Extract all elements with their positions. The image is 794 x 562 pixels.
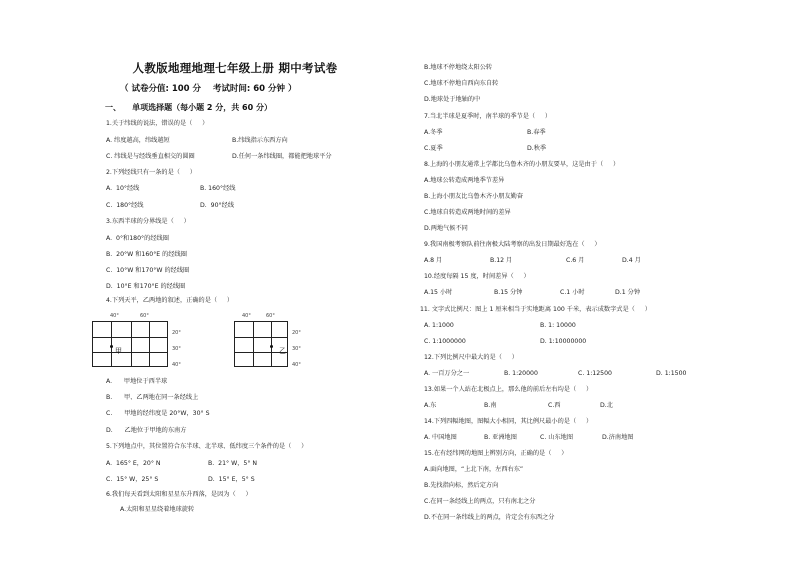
q15-option-d: D.不在同一条纬线上的两点，肯定会有东西之分 — [424, 514, 555, 521]
q6-option-a: A.太阳和星星绕着地球旋转 — [120, 506, 195, 513]
q15-option-c: C.在同一条经线上的两点，只有南北之分 — [424, 498, 536, 505]
question-6: 6.我们每天看到太阳和星星东升西落，是因为（ ） — [106, 491, 252, 498]
q6-option-d: D.地球处于地轴的中 — [424, 96, 481, 103]
q6-option-c: C.地球不停地自西向东自转 — [424, 80, 499, 87]
q1-option-b: B.纬线指示东西方向 — [232, 137, 288, 144]
question-4: 4.下列天平，乙两地的叙述，正确的是（ ） — [106, 297, 234, 304]
q8-option-c: C.地球自转造成两地时间的差异 — [424, 209, 511, 216]
q10-option-b: B.15 分钟 — [494, 289, 523, 296]
question-1: 1.关于纬线的说法，错误的是（ ） — [106, 120, 209, 127]
map-grid-right — [234, 321, 288, 367]
q9-option-d: D.4 月 — [622, 257, 641, 264]
q9-option-b: B.12 月 — [490, 257, 513, 264]
q13-option-a: A.东 — [424, 402, 437, 409]
map-right-lat-label-3: 40° — [292, 362, 301, 368]
map-left-lat-label-3: 40° — [172, 362, 181, 368]
point-yi-label: 乙 — [279, 347, 286, 355]
q1-option-d: D.任何一条纬线圈，都能把地球平分 — [232, 153, 332, 160]
q14-option-a: A. 中国地图 — [424, 434, 457, 441]
q2-option-c: C. 180°经线 — [106, 202, 144, 209]
q1-option-c: C. 纬线是与经线垂直相交的圆圈 — [106, 153, 195, 160]
q12-option-c: C. 1:12500 — [578, 370, 612, 377]
point-yi-dot — [270, 345, 273, 348]
q2-option-d: D. 90°经线 — [200, 202, 235, 209]
q5-option-b: B. 21° W，5° N — [208, 460, 258, 467]
question-10: 10.经度每隔 15 度，时间差异（ ） — [424, 273, 530, 280]
q7-option-a: A.冬季 — [424, 129, 443, 136]
question-9: 9.我国南极考察队前往南极大陆考察的出发日期最好选在（ ） — [424, 241, 601, 248]
q4-option-d: D. 乙地位于甲地的东南方 — [106, 427, 187, 434]
q4-option-c: C. 甲地的经纬度是 20°W，30° S — [106, 410, 210, 417]
q2-option-a: A. 10°经线 — [106, 185, 140, 192]
q15-option-b: B.先找指向标，然后定方向 — [424, 482, 499, 489]
q10-option-c: C.1 小时 — [560, 289, 585, 296]
q11-option-d: D. 1:10000000 — [540, 338, 587, 345]
q12-option-b: B. 1:20000 — [504, 370, 538, 377]
question-13: 13.如果一个人站在北极点上，那么他的前后左右均是（ ） — [424, 386, 593, 393]
q13-option-b: B.南 — [484, 402, 497, 409]
q14-option-b: B. 亚洲地图 — [484, 434, 517, 441]
q7-option-b: B.春季 — [527, 129, 546, 136]
q5-option-d: D. 15° E，5° S — [208, 476, 255, 483]
q10-option-d: D.1 分钟 — [615, 289, 641, 296]
q12-option-d: D. 1:1500 — [656, 370, 687, 377]
q3-option-b: B. 20°W 和160°E 的经线圈 — [106, 251, 187, 258]
q8-option-b: B.上海小朋友比乌鲁木齐小朋友勤奋 — [424, 193, 524, 200]
question-2: 2.下列经线只有一条的是（ ） — [106, 169, 196, 176]
map-grid-left — [92, 321, 168, 367]
question-8: 8.上海的小朋友通常上学都比乌鲁木齐的小朋友要早，这是由于（ ） — [424, 161, 620, 168]
q6-option-b: B.地球不停地绕太阳公转 — [424, 64, 493, 71]
q14-option-c: C. 山东地图 — [540, 434, 574, 441]
map-left-lon-label-2: 60° — [140, 313, 149, 319]
question-12: 12.下列比例尺中最大的是（ ） — [424, 354, 518, 361]
q9-option-a: A.8 月 — [424, 257, 443, 264]
section-heading: 一、 单项选择题（每小题 2 分，共 60 分） — [105, 103, 272, 112]
q11-option-a: A. 1:1000 — [424, 322, 454, 329]
q11-option-b: B. 1: 10000 — [540, 322, 576, 329]
q13-option-c: C.西 — [548, 402, 561, 409]
q3-option-a: A. 0°和180°的经线圈 — [106, 235, 169, 242]
map-left-lat-label-2: 30° — [172, 346, 181, 352]
question-14: 14.下列四幅地图，图幅大小相同，其比例尺最小的是（ ） — [424, 418, 593, 425]
map-right-lon-label-2: 60° — [266, 313, 275, 319]
q13-option-d: D.北 — [600, 402, 613, 409]
q1-option-a: A. 纬度越高，纬线越短 — [106, 137, 170, 144]
question-11: 11. 文字式比例尺：图上 1 厘米相当于实地距离 100 千米，表示成数字式是（ ） — [420, 306, 651, 313]
q4-option-b: B. 甲、乙两地在同一条经线上 — [106, 394, 199, 401]
q7-option-c: C.夏季 — [424, 145, 443, 152]
question-7: 7.当北半球是夏季时，南半球的季节是（ ） — [424, 113, 552, 120]
q8-option-d: D.两地气候不同 — [424, 225, 468, 232]
point-jia-label: 甲 — [115, 347, 122, 355]
q4-option-a: A. 甲地位于西半球 — [106, 378, 168, 385]
question-15: 15.在有经纬网的地图上辨别方向，正确的是（ ） — [424, 450, 568, 457]
map-left-lon-label-1: 40° — [110, 313, 119, 319]
q2-option-b: B. 160°经线 — [200, 185, 236, 192]
exam-title: 人教版地理地理七年级上册 期中考试卷 — [132, 61, 338, 75]
q9-option-c: C.6 月 — [566, 257, 585, 264]
question-3: 3.东西半球的分界线是（ ） — [106, 218, 190, 225]
map-right-lat-label-1: 20° — [292, 330, 301, 336]
q15-option-a: A.面向地图，“上北下南，左西右东” — [424, 466, 524, 473]
q5-option-c: C. 15° W，25° S — [106, 476, 159, 483]
q10-option-a: A.15 小时 — [424, 289, 453, 296]
q3-option-d: D. 10°E 和170°E 的经线圈 — [106, 283, 186, 290]
map-right-lat-label-2: 30° — [292, 346, 301, 352]
q14-option-d: D.济南地图 — [602, 434, 634, 441]
exam-subtitle: （ 试卷分值: 100 分 考试时间: 60 分钟 ） — [120, 84, 297, 94]
q7-option-d: D.秋季 — [527, 145, 547, 152]
q8-option-a: A.地球公转造成两地季节差异 — [424, 177, 505, 184]
q12-option-a: A. 一百万分之一 — [424, 370, 470, 377]
q3-option-c: C. 10°W 和170°W 的经线圈 — [106, 267, 190, 274]
q5-option-a: A. 165° E，20° N — [106, 460, 161, 467]
point-jia-dot — [110, 345, 113, 348]
map-left-lat-label-1: 20° — [172, 330, 181, 336]
question-5: 5.下列地点中，其位置符合东半球、北半球、低纬度三个条件的是（ ） — [106, 443, 308, 450]
q11-option-c: C. 1:1000000 — [424, 338, 466, 345]
map-right-lon-label-1: 40° — [242, 313, 251, 319]
